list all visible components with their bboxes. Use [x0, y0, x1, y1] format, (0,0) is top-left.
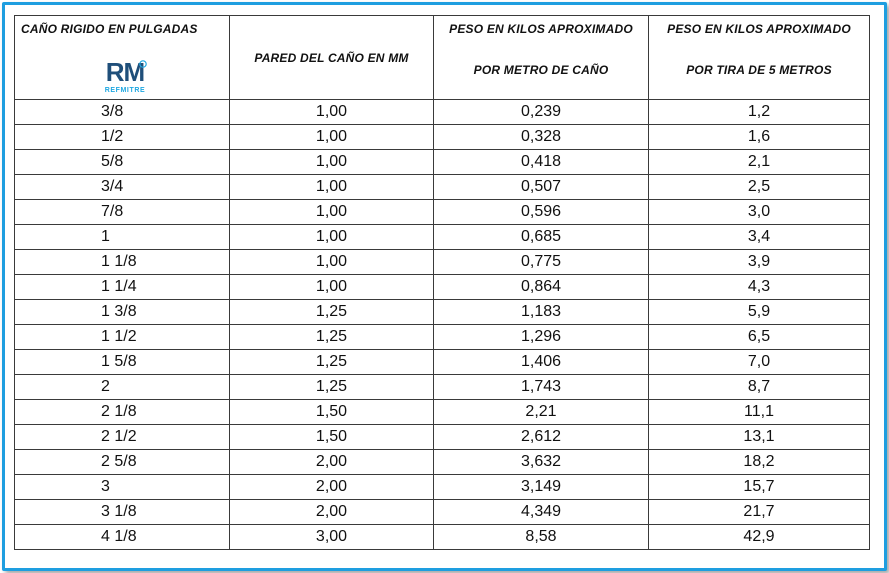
refmitre-logo — [97, 56, 153, 94]
cell-wall-thickness: 1,00 — [230, 100, 434, 125]
table-row — [15, 200, 870, 225]
cell-weight-per-bar: 13,1 — [649, 425, 870, 450]
cell-weight-per-bar: 2,5 — [649, 175, 870, 200]
cell-weight-per-bar: 1,6 — [649, 125, 870, 150]
cell-wall-thickness: 1,50 — [230, 400, 434, 425]
cell-pipe-size: 5/8 — [15, 150, 230, 175]
cell-weight-per-meter: 0,507 — [434, 175, 649, 200]
cell-wall-thickness: 1,25 — [230, 350, 434, 375]
cell-weight-per-meter: 3,149 — [434, 475, 649, 500]
cell-weight-per-bar: 15,7 — [649, 475, 870, 500]
table-row — [15, 150, 870, 175]
cell-weight-per-meter: 2,21 — [434, 400, 649, 425]
logo-mark: RM — [105, 57, 145, 87]
table-row — [15, 525, 870, 550]
header-row — [15, 16, 870, 100]
cell-weight-per-meter: 0,328 — [434, 125, 649, 150]
cell-weight-per-meter: 2,612 — [434, 425, 649, 450]
cell-weight-per-meter: 0,775 — [434, 250, 649, 275]
cell-pipe-size: 1 5/8 — [15, 350, 230, 375]
cell-weight-per-meter: 0,239 — [434, 100, 649, 125]
cell-wall-thickness: 1,25 — [230, 300, 434, 325]
table-row — [15, 125, 870, 150]
cell-pipe-size: 1 1/2 — [15, 325, 230, 350]
cell-weight-per-meter: 1,183 — [434, 300, 649, 325]
cell-weight-per-bar: 42,9 — [649, 525, 870, 550]
cell-pipe-size: 3 — [15, 475, 230, 500]
cell-weight-per-meter: 1,296 — [434, 325, 649, 350]
cell-pipe-size: 1 1/8 — [15, 250, 230, 275]
table-row — [15, 400, 870, 425]
header-weight-per-bar-bottom: POR TIRA DE 5 METROS — [686, 63, 832, 77]
cell-wall-thickness: 1,00 — [230, 225, 434, 250]
header-pipe-size-label: CAÑO RIGIDO EN PULGADAS — [21, 22, 198, 36]
table-row — [15, 425, 870, 450]
cell-wall-thickness: 2,00 — [230, 500, 434, 525]
cell-weight-per-bar: 3,9 — [649, 250, 870, 275]
header-weight-per-bar-top: PESO EN KILOS APROXIMADO — [667, 22, 851, 36]
cell-wall-thickness: 2,00 — [230, 475, 434, 500]
cell-wall-thickness: 1,00 — [230, 125, 434, 150]
table-row — [15, 225, 870, 250]
logo-wordmark: REFMITRE — [104, 87, 146, 94]
cell-weight-per-meter: 3,632 — [434, 450, 649, 475]
header-wall-thickness — [230, 16, 434, 100]
table-row — [15, 275, 870, 300]
cell-weight-per-bar: 18,2 — [649, 450, 870, 475]
header-weight-per-bar — [649, 16, 870, 100]
pipe-weight-table — [14, 15, 870, 550]
cell-wall-thickness: 1,00 — [230, 150, 434, 175]
cell-pipe-size: 3/4 — [15, 175, 230, 200]
cell-pipe-size: 1/2 — [15, 125, 230, 150]
header-weight-per-meter-top: PESO EN KILOS APROXIMADO — [449, 22, 633, 36]
table-row — [15, 450, 870, 475]
cell-weight-per-bar: 5,9 — [649, 300, 870, 325]
table-row — [15, 350, 870, 375]
cell-weight-per-bar: 1,2 — [649, 100, 870, 125]
cell-pipe-size: 4 1/8 — [15, 525, 230, 550]
cell-pipe-size: 2 1/8 — [15, 400, 230, 425]
cell-weight-per-bar: 6,5 — [649, 325, 870, 350]
cell-wall-thickness: 1,00 — [230, 200, 434, 225]
cell-weight-per-meter: 0,685 — [434, 225, 649, 250]
table-row — [15, 475, 870, 500]
cell-weight-per-bar: 21,7 — [649, 500, 870, 525]
cell-weight-per-meter: 4,349 — [434, 500, 649, 525]
cell-wall-thickness: 2,00 — [230, 450, 434, 475]
cell-weight-per-bar: 4,3 — [649, 275, 870, 300]
table-row — [15, 100, 870, 125]
cell-weight-per-meter: 8,58 — [434, 525, 649, 550]
cell-weight-per-meter: 1,406 — [434, 350, 649, 375]
cell-weight-per-bar: 8,7 — [649, 375, 870, 400]
table-row — [15, 300, 870, 325]
cell-wall-thickness: 1,00 — [230, 250, 434, 275]
cell-wall-thickness: 1,00 — [230, 275, 434, 300]
cell-pipe-size: 1 3/8 — [15, 300, 230, 325]
header-weight-per-meter-bottom: POR METRO DE CAÑO — [473, 63, 609, 77]
cell-wall-thickness: 1,25 — [230, 375, 434, 400]
cell-pipe-size: 1 1/4 — [15, 275, 230, 300]
cell-weight-per-bar: 11,1 — [649, 400, 870, 425]
header-weight-per-meter — [434, 16, 649, 100]
header-wall-thickness-label: PARED DEL CAÑO EN MM — [254, 50, 409, 65]
cell-pipe-size: 2 5/8 — [15, 450, 230, 475]
cell-weight-per-bar: 3,0 — [649, 200, 870, 225]
cell-pipe-size: 2 — [15, 375, 230, 400]
cell-weight-per-meter: 0,864 — [434, 275, 649, 300]
table-body — [15, 100, 870, 550]
table-row — [15, 325, 870, 350]
header-pipe-size — [15, 16, 230, 100]
cell-weight-per-meter: 0,596 — [434, 200, 649, 225]
cell-pipe-size: 3/8 — [15, 100, 230, 125]
cell-pipe-size: 1 — [15, 225, 230, 250]
cell-wall-thickness: 3,00 — [230, 525, 434, 550]
cell-wall-thickness: 1,50 — [230, 425, 434, 450]
cell-pipe-size: 2 1/2 — [15, 425, 230, 450]
cell-weight-per-meter: 0,418 — [434, 150, 649, 175]
cell-weight-per-bar: 7,0 — [649, 350, 870, 375]
cell-wall-thickness: 1,00 — [230, 175, 434, 200]
table-row — [15, 250, 870, 275]
cell-pipe-size: 7/8 — [15, 200, 230, 225]
table-row — [15, 500, 870, 525]
table-row — [15, 375, 870, 400]
cell-weight-per-bar: 2,1 — [649, 150, 870, 175]
cell-weight-per-meter: 1,743 — [434, 375, 649, 400]
table-row — [15, 175, 870, 200]
cell-wall-thickness: 1,25 — [230, 325, 434, 350]
cell-pipe-size: 3 1/8 — [15, 500, 230, 525]
cell-weight-per-bar: 3,4 — [649, 225, 870, 250]
